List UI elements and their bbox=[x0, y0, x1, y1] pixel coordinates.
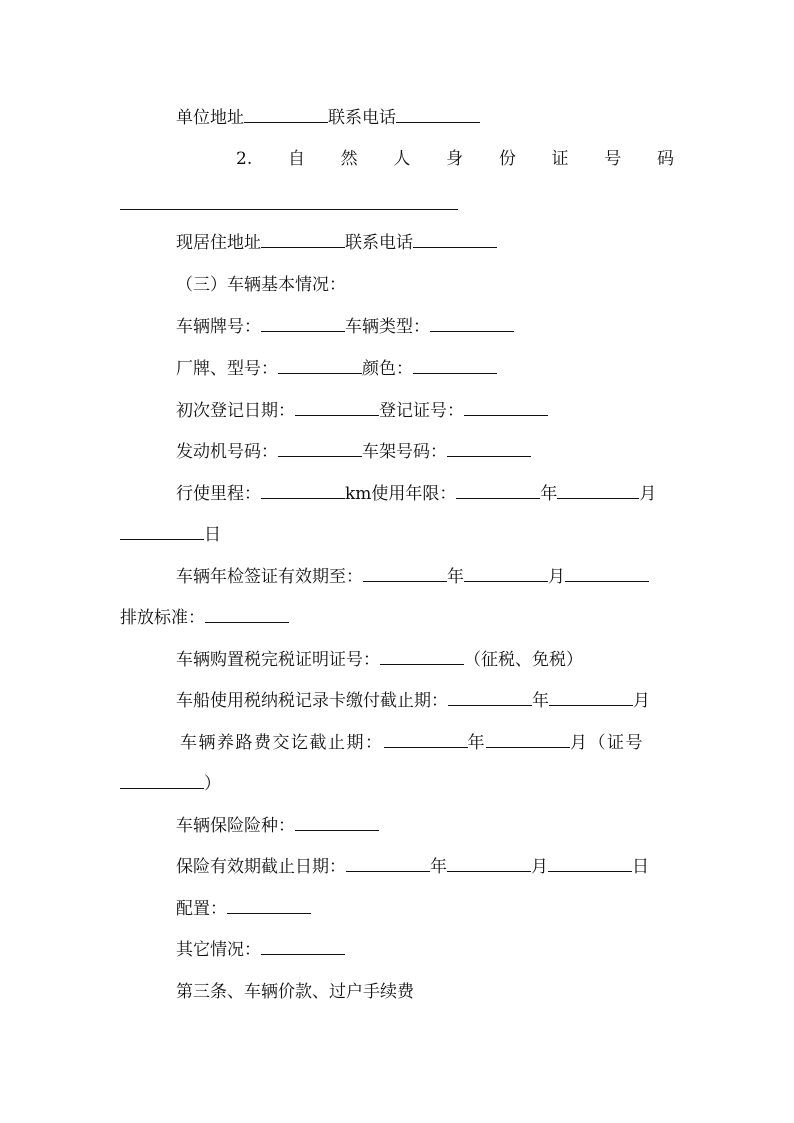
title-char: 证 bbox=[551, 149, 569, 169]
other-blank[interactable] bbox=[261, 939, 345, 955]
brand-model-label: 厂牌、型号： bbox=[176, 359, 278, 379]
insurance-type-blank[interactable] bbox=[295, 815, 379, 831]
month-label: 月 bbox=[639, 484, 657, 504]
color-label: 颜色： bbox=[362, 359, 413, 379]
other-label: 其它情况： bbox=[176, 940, 261, 960]
other-row bbox=[176, 939, 345, 961]
person-id-blank[interactable] bbox=[120, 209, 458, 210]
unit-address-blank[interactable] bbox=[244, 107, 328, 123]
insurance-expiry-row bbox=[176, 856, 649, 878]
engine-row bbox=[176, 441, 531, 463]
inspection-label: 车辆年检签证有效期至： bbox=[176, 567, 363, 587]
plate-row bbox=[176, 316, 514, 338]
purchase-tax-note: （征税、免税） bbox=[464, 650, 583, 670]
insurance-day-blank[interactable] bbox=[548, 856, 632, 872]
title-char: 号 bbox=[604, 149, 622, 169]
vessel-tax-year-blank[interactable] bbox=[448, 690, 532, 706]
emission-label: 排放标准： bbox=[120, 608, 205, 628]
inspection-day-blank[interactable] bbox=[565, 566, 649, 582]
color-blank[interactable] bbox=[413, 358, 497, 374]
config-blank[interactable] bbox=[227, 898, 311, 914]
article3-heading: 第三条、车辆价款、过户手续费 bbox=[176, 982, 414, 1002]
mileage-label: 行使里程： bbox=[176, 484, 261, 504]
unit-phone-blank[interactable] bbox=[396, 107, 480, 123]
cert-no-open: （证号 bbox=[588, 733, 644, 753]
person-address-label: 现居住地址 bbox=[176, 233, 261, 253]
reg-cert-label: 登记证号： bbox=[379, 401, 464, 421]
title-char: 自 bbox=[287, 149, 305, 169]
day-label: 日 bbox=[632, 857, 649, 877]
first-reg-date-label: 初次登记日期： bbox=[176, 401, 295, 421]
mileage-blank[interactable] bbox=[261, 483, 345, 499]
year-label: 年 bbox=[430, 857, 447, 877]
year-label: 年 bbox=[447, 567, 464, 587]
reg-cert-blank[interactable] bbox=[464, 400, 548, 416]
vehicle-type-blank[interactable] bbox=[430, 316, 514, 332]
month-label: 月 bbox=[531, 857, 548, 877]
title-char: 然 bbox=[340, 149, 358, 169]
inspection-month-blank[interactable] bbox=[464, 566, 548, 582]
person-phone-blank[interactable] bbox=[413, 232, 497, 248]
road-fee-row bbox=[180, 732, 644, 754]
years-used-year-blank[interactable] bbox=[456, 483, 540, 499]
vessel-tax-month-blank[interactable] bbox=[549, 690, 633, 706]
road-fee-cert-blank[interactable] bbox=[120, 773, 204, 789]
purchase-tax-row bbox=[176, 649, 583, 671]
year-label: 年 bbox=[467, 733, 486, 753]
month-label: 月 bbox=[548, 567, 565, 587]
unit-phone-label: 联系电话 bbox=[328, 108, 396, 128]
unit-address-row bbox=[176, 107, 480, 129]
day-label: 日 bbox=[204, 525, 221, 545]
year-label: 年 bbox=[532, 691, 549, 711]
mileage-row-cont bbox=[120, 524, 221, 546]
first-reg-date-blank[interactable] bbox=[295, 400, 379, 416]
engine-no-blank[interactable] bbox=[278, 441, 362, 457]
vehicle-type-label: 车辆类型： bbox=[345, 317, 430, 337]
month-label: 月 bbox=[570, 733, 589, 753]
mileage-row bbox=[176, 483, 656, 505]
inspection-row bbox=[176, 566, 649, 588]
registration-row bbox=[176, 400, 548, 422]
title-char: 身 bbox=[446, 149, 464, 169]
title-char: 人 bbox=[393, 149, 411, 169]
plate-label: 车辆牌号： bbox=[176, 317, 261, 337]
frame-no-label: 车架号码： bbox=[362, 442, 447, 462]
emission-row bbox=[120, 607, 289, 629]
year-label: 年 bbox=[540, 484, 558, 504]
brand-model-blank[interactable] bbox=[278, 358, 362, 374]
insurance-type-label: 车辆保险险种： bbox=[176, 816, 295, 836]
purchase-tax-label: 车辆购置税完税证明证号： bbox=[176, 650, 380, 670]
month-label: 月 bbox=[633, 691, 650, 711]
road-fee-row-cont bbox=[120, 773, 221, 795]
inspection-year-blank[interactable] bbox=[363, 566, 447, 582]
insurance-expiry-label: 保险有效期截止日期： bbox=[176, 857, 346, 877]
emission-blank[interactable] bbox=[205, 607, 289, 623]
km-unit: km bbox=[345, 484, 372, 504]
insurance-type-row bbox=[176, 815, 379, 837]
person-id-heading bbox=[236, 148, 674, 170]
vessel-tax-row bbox=[176, 690, 650, 712]
engine-no-label: 发动机号码： bbox=[176, 442, 278, 462]
years-used-day-blank[interactable] bbox=[120, 524, 204, 540]
person-num: 2. bbox=[236, 149, 253, 169]
config-row bbox=[176, 898, 311, 920]
config-label: 配置： bbox=[176, 899, 227, 919]
road-fee-month-blank[interactable] bbox=[486, 732, 570, 748]
insurance-year-blank[interactable] bbox=[346, 856, 430, 872]
plate-blank[interactable] bbox=[261, 316, 345, 332]
person-address-row bbox=[176, 232, 497, 254]
road-fee-year-blank[interactable] bbox=[384, 732, 468, 748]
brand-row bbox=[176, 358, 497, 380]
insurance-month-blank[interactable] bbox=[447, 856, 531, 872]
unit-address-label: 单位地址 bbox=[176, 108, 244, 128]
title-char: 份 bbox=[498, 149, 516, 169]
cert-no-close: ） bbox=[204, 774, 221, 794]
years-used-label: 使用年限： bbox=[371, 484, 457, 504]
years-used-month-blank[interactable] bbox=[557, 483, 639, 499]
frame-no-blank[interactable] bbox=[447, 441, 531, 457]
purchase-tax-blank[interactable] bbox=[380, 649, 464, 665]
person-address-blank[interactable] bbox=[261, 232, 345, 248]
vessel-tax-label: 车船使用税纳税记录卡缴付截止期： bbox=[176, 691, 448, 711]
section3-heading: （三）车辆基本情况： bbox=[176, 275, 346, 295]
title-char: 码 bbox=[656, 149, 674, 169]
road-fee-label: 车辆养路费交讫截止期： bbox=[180, 733, 384, 753]
person-phone-label: 联系电话 bbox=[345, 233, 413, 253]
